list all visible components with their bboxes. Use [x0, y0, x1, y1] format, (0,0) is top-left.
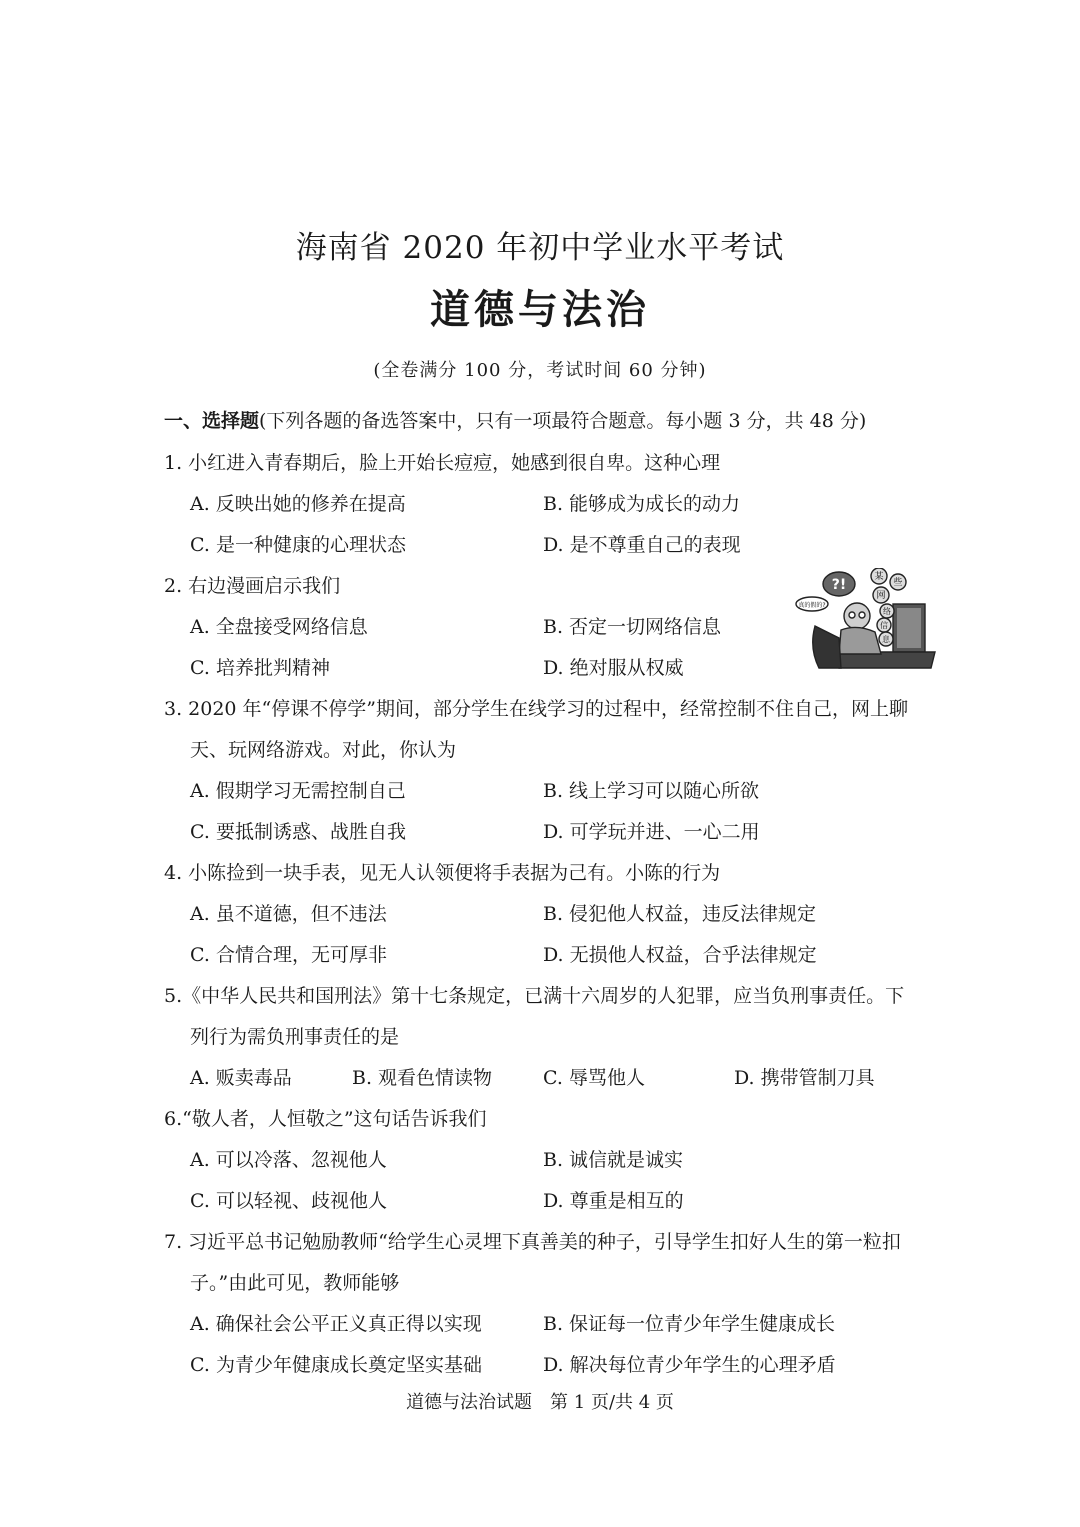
question-4-option-c: C. 合情合理，无可厚非	[190, 944, 387, 966]
question-2-option-b: B. 否定一切网络信息	[543, 616, 722, 638]
exam-subject: 道德与法治	[430, 286, 650, 333]
question-5-option-a: A. 贩卖毒品	[190, 1067, 292, 1089]
question-5-stem-line-2: 列行为需负刑事责任的是	[190, 1026, 400, 1048]
question-2-option-a: A. 全盘接受网络信息	[190, 616, 368, 638]
cartoon-char-6: 息	[882, 635, 890, 644]
question-1-option-c: C. 是一种健康的心理状态	[190, 534, 406, 556]
question-5-option-c: C. 辱骂他人	[543, 1067, 645, 1089]
exam-title: 海南省 2020 年初中学业水平考试	[295, 230, 785, 266]
cartoon-char-3: 网	[876, 591, 886, 601]
section-instruction: (下列各题的备选答案中，只有一项最符合题意。每小题 3 分，共 48 分)	[259, 410, 867, 432]
cartoon-illustration	[795, 568, 941, 680]
question-7-option-b: B. 保证每一位青少年学生健康成长	[543, 1313, 836, 1335]
question-7-option-a: A. 确保社会公平正义真正得以实现	[190, 1313, 482, 1335]
question-3-option-d: D. 可学玩并进、一心二用	[543, 821, 760, 843]
question-4-option-b: B. 侵犯他人权益，违反法律规定	[543, 903, 817, 925]
question-3-stem-line-1: 3. 2020 年“停课不停学”期间，部分学生在线学习的过程中，经常控制不住自己，网上聊	[164, 698, 908, 720]
question-2-stem: 2. 右边漫画启示我们	[164, 575, 341, 597]
question-5-option-d: D. 携带管制刀具	[734, 1067, 875, 1089]
question-7-option-c: C. 为青少年健康成长奠定坚实基础	[190, 1354, 482, 1376]
question-6-option-b: B. 诚信就是诚实	[543, 1149, 684, 1171]
chair-shape	[813, 626, 841, 668]
question-1-stem: 1. 小红进入青春期后，脸上开始长痘痘，她感到很自卑。这种心理	[164, 452, 721, 474]
cartoon-char-4: 络	[883, 607, 891, 616]
question-7-option-d: D. 解决每位青少年学生的心理矛盾	[543, 1354, 836, 1376]
question-4-stem: 4. 小陈捡到一块手表，见无人认领便将手表据为己有。小陈的行为	[164, 862, 721, 884]
question-7-stem-line-1: 7. 习近平总书记勉励教师“给学生心灵埋下真善美的种子，引导学生扣好人生的第一粒扣	[164, 1231, 901, 1253]
cartoon-char-1: 某	[874, 572, 884, 582]
question-3-option-a: A. 假期学习无需控制自己	[190, 780, 406, 802]
question-7-stem-line-2: 子。”由此可见，教师能够	[190, 1272, 400, 1294]
question-3-stem-line-2: 天、玩网络游戏。对此，你认为	[190, 739, 457, 761]
person-body	[839, 627, 881, 654]
bubble-main-text: ?!	[831, 577, 847, 593]
question-6-option-c: C. 可以轻视、歧视他人	[190, 1190, 387, 1212]
question-4-option-a: A. 虽不道德，但不违法	[190, 903, 387, 925]
question-2-option-d: D. 绝对服从权威	[543, 657, 684, 679]
question-1-option-d: D. 是不尊重自己的表现	[543, 534, 741, 556]
question-5-option-b: B. 观看色情读物	[352, 1067, 493, 1089]
question-4-option-d: D. 无损他人权益，合乎法律规定	[543, 944, 817, 966]
question-1-option-b: B. 能够成为成长的动力	[543, 493, 741, 515]
exam-note: (全卷满分 100 分，考试时间 60 分钟)	[373, 360, 707, 381]
page-footer: 道德与法治试题 第 1 页/共 4 页	[406, 1392, 674, 1413]
question-2-option-c: C. 培养批判精神	[190, 657, 330, 679]
person-head	[844, 603, 870, 629]
bubble-quote-text: 真的假的?	[798, 602, 826, 609]
question-1-option-a: A. 反映出她的修养在提高	[190, 493, 406, 515]
question-6-option-d: D. 尊重是相互的	[543, 1190, 684, 1212]
question-5-stem-line-1: 5.《中华人民共和国刑法》第十七条规定，已满十六周岁的人犯罪，应当负刑事责任。下	[164, 985, 905, 1007]
question-6-stem: 6.“敬人者，人恒敬之”这句话告诉我们	[164, 1108, 487, 1130]
section-heading	[164, 406, 866, 433]
section-title: 一、选择题	[164, 410, 260, 432]
question-3-option-c: C. 要抵制诱惑、战胜自我	[190, 821, 406, 843]
question-6-option-a: A. 可以冷落、忽视他人	[190, 1149, 387, 1171]
cartoon-char-2: 些	[893, 578, 903, 588]
cartoon-char-5: 信	[880, 621, 888, 630]
question-3-option-b: B. 线上学习可以随心所欲	[543, 780, 760, 802]
